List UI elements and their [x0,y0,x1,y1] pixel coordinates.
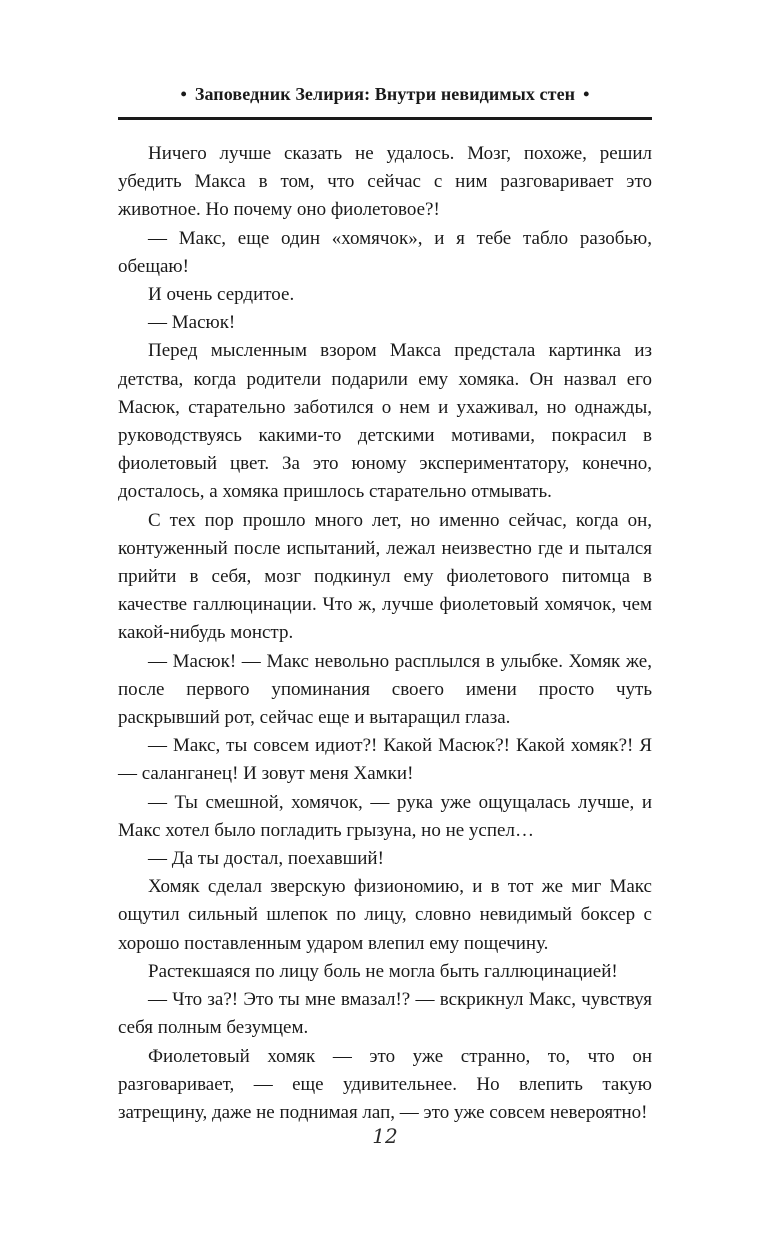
paragraph: — Масюк! — Макс невольно расплылся в улыбке. Хомяк же, после первого упоминания своего имени просто чуть раскрывший рот, сейчас еще и вытаращил глаза. [118,650,652,729]
header-divider [118,117,652,120]
page-body [118,140,652,1127]
paragraph: С тех пор прошло много лет, но именно сейчас, когда он, контуженный после испытаний, лежал неизвестно где и пытался прийти в себя, мозг подкинул ему фиолетового питомца в качестве галлюцинации. Что ж, лучше фиолетовый хомячок, чем какой-нибудь монстр. [118,509,652,644]
book-title: Заповедник Зелирия: Внутри невидимых стен [194,84,576,104]
paragraph: Перед мысленным взором Макса предстала картинка из детства, когда родители подарили ему хомяка. Он назвал его Масюк, старательно заботился о нем и ухаживал, но однажды, руководствуясь какими-то детскими мотивами, покрасил в фиолетовый цвет. За это юному экспериментатору, конечно, досталось, а хомяка пришлось старательно отмывать. [118,340,652,503]
paragraph: И очень сердитое. [148,284,295,306]
paragraph: Фиолетовый хомяк — это уже странно, то, что он разговаривает, — еще удивительнее. Но влепить такую затрещину, даже не поднимая лап, — это уже совсем невероятно! [118,1045,652,1123]
header-bullet-right: • [583,84,590,104]
paragraph: — Да ты достал, поехавший! [148,848,384,870]
paragraph: — Что за?! Это ты мне вмазал!? — вскрикнул Макс, чувствуя себя полным безумцем. [118,989,652,1039]
paragraph: Растекшаяся по лицу боль не могла быть галлюцинацией! [148,960,618,982]
paragraph: — Ты смешной, хомячок, — рука уже ощущалась лучше, и Макс хотел было погладить грызуна, но не успел… [118,791,652,841]
paragraph: Хомяк сделал зверскую физиономию, и в тот же миг Макс ощутил сильный шлепок по лицу, словно невидимый боксер с хорошо поставленным ударом влепил ему пощечину. [118,876,652,954]
paragraph: — Макс, еще один «хомячок», и я тебе табло разобью, обещаю! [118,227,652,277]
paragraph: — Масюк! [148,312,236,334]
header-bullet-left: • [180,84,187,104]
paragraph: Ничего лучше сказать не удалось. Мозг, похоже, решил убедить Макса в том, что сейчас с ним разговаривает это животное. Но почему оно фиолетовое?! [118,143,652,221]
running-header [118,82,652,106]
paragraph: — Макс, ты совсем идиот?! Какой Масюк?! Какой хомяк?! Я — саланганец! И зовут меня Хамки! [118,735,652,785]
page-number: 12 [372,1124,398,1148]
